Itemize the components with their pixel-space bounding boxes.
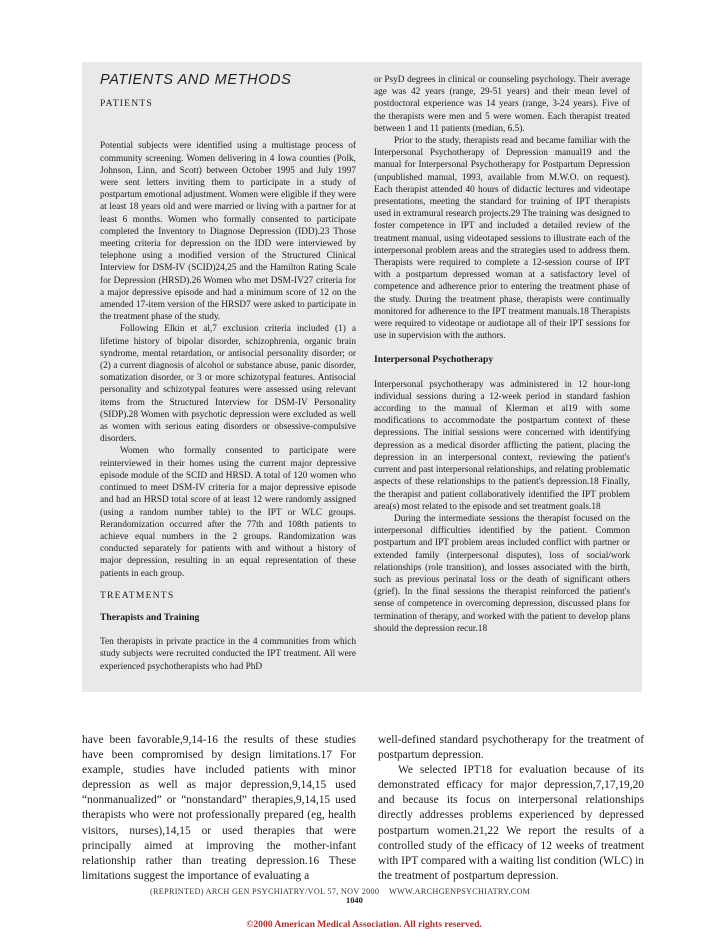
methods-left-column (100, 74, 356, 673)
paragraph: Following Elkin et al,7 exclusion criteria included (1) a lifetime history of bipolar disorder, schizophrenia, organic brain syndrome, mental retardation, or antisocial personality disorder; or (2) a current diagnosis of alcohol or substance abuse, panic disorder, somatization disorder, or 3 or more schizotypal features. Antisocial personality and schizotypal features were assessed using relevant items from the Structured Interview for DSM-IV Personality (SIDP).28 Women with psychotic depression were excluded as well as women with serious eating disorders or obsessive-compulsive disorders. (100, 324, 356, 445)
copyright-notice: ©2000 American Medical Association. All rights reserved. (246, 919, 482, 930)
paragraph: well-defined standard psychotherapy for the treatment of postpartum depression. (378, 734, 644, 762)
journal-citation: (REPRINTED) ARCH GEN PSYCHIATRY/VOL 57, NOV 2000 (150, 887, 380, 896)
journal-url: WWW.ARCHGENPSYCHIATRY.COM (389, 887, 531, 896)
patients-heading: PATIENTS (100, 98, 153, 110)
paragraph: We selected IPT18 for evaluation because of its demonstrated efficacy for major depression,7,17,19,20 and because its focus on interpersonal relationships directly addresses problems experienced by depressed postpartum women.21,22 We report the results of a controlled study of the efficacy of 12 weeks of treatment with IPT compared with a waiting list condition (WLC) in the treatment of postpartum depression. (378, 764, 644, 882)
paragraph: have been favorable,9,14-16 the results of these studies have been compromised by design limitations.17 For example, studies have included patients with minor depression as well as major depression,9,14,15 used “nonmanualized” or “nonstandard” therapies,9,14,15 used therapists who were not professionally prepared (eg, health visitors, nurses),14,15 or used therapies that were principally aimed at improving the mother-infant relationship rather than treating depression.16 These limitations suggest the importance of evaluating a (82, 734, 356, 882)
paragraph: Potential subjects were identified using a multistage process of community screening. Women delivering in 4 Iowa counties (Polk, Johnson, Linn, and Scott) between October 1995 and July 1997 were sent letters inviting them to participate in a study of postpartum emotional adjustment. Women were eligible if they were at least 18 years old and were married or living with a partner for at least 6 months. Women who formally consented to participate completed the Inventory to Diagnose Depression (IDD).23 Those meeting criteria for depression on the IDD were interviewed by telephone using a modified version of the Structured Clinical Interview for DSM-IV (SCID)24,25 and the Hamilton Rating Scale for Depression (HRSD).26 Women who met DSM-IV27 criteria for a major depressive episode and had a minimum score of 12 on the amended 17-item version of the HRSD7 were asked to participate in the treatment phase of the study. (100, 141, 356, 323)
treatments-heading: TREATMENTS (100, 589, 175, 601)
body-right-column (378, 733, 644, 884)
section-title: PATIENTS AND METHODS (100, 72, 292, 88)
paragraph: or PsyD degrees in clinical or counseling psychology. Their average age was 42 years (range, 29-51 years) and their mean level of postdoctoral experience was 14 years (range, 3-24 years). Five of the therapists were men and 5 were women. Each therapist treated between 1 and 11 patients (median, 6.5). (374, 75, 630, 134)
therapists-heading: Therapists and Training (100, 611, 200, 623)
methods-right-column (374, 74, 630, 635)
body-left-column (82, 733, 356, 884)
paragraph: During the intermediate sessions the therapist focused on the interpersonal difficulties identified by the patient. Common postpartum and IPT problem areas included conflict with partner or extended family (interpersonal disputes), loss of social/work relationships (role transition), and losses associated with the birth, such as previous perinatal loss or the death of significant others (grief). In the final sessions the therapist reinforced the patient's sense of competence in overcoming depression, discussed plans for termination of therapy, and worked with the patient to develop plans should the depression recur.18 (374, 513, 630, 634)
ipt-heading: Interpersonal Psychotherapy (374, 354, 494, 366)
paragraph: Women who formally consented to participate were reinterviewed in their homes using the current major depressive episode module of the SCID and HRSD. A total of 120 women who continued to meet DSM-IV criteria for a major depressive episode and had an HRSD total score of at least 12 were randomly assigned (using a random number table) to the IPT or WLC groups. Rerandomization occurred after the 77th and 108th patients to achieve equal numbers in the 2 groups. Randomization was conducted separately for patients with and without a history of major depression, resulting in an equal representation of these patients in each group. (100, 446, 356, 579)
paragraph: Ten therapists in private practice in the 4 communities from which study subjects were recruited conducted the IPT treatment. All were experienced psychotherapists who had PhD (100, 637, 356, 672)
paragraph: Interpersonal psychotherapy was administered in 12 hour-long individual sessions during a 12-week period in standard fashion according to the manual of Klerman et al19 with some modifications to accommodate the postpartum context of these depressions. The initial sessions were concerned with identifying depression as a medical disorder afflicting the patient, placing the depression in an interpersonal context, reviewing the patient's current and past interpersonal relationships, and relating problematic aspects of these relationships to the patient's depression.18 Finally, the therapist and patient collaboratively identified the IPT problem area(s) most related to the episode and set treatment goals.18 (374, 379, 630, 512)
page-number: 1040 (346, 896, 363, 905)
paragraph: Prior to the study, therapists read and became familiar with the Interpersonal Psychotherapy of Depression manual19 and the manual for Interpersonal Psychotherapy for Postpartum Depression (unpublished manual, 1993, available from M.W.O. on request). Each therapist attended 40 hours of didactic lectures and videotape presentations, meeting the standard for training of IPT therapists used in extramural research projects.29 The training was designed to foster competence in IPT and included a detailed review of the treatment manual, using videotaped sessions to illustrate each of the interpersonal problem areas and the strategies used to address them. Therapists were required to complete a 12-session course of IPT with a postpartum depressed woman at a satisfactory level of competence and adherence prior to entering the treatment phase of the study. During the treatment phase, therapists were continually monitored for adherence to the IPT treatment manuals.18 Therapists were required to videotape or audiotape all of their IPT sessions for use in supervision with the authors. (374, 136, 630, 342)
